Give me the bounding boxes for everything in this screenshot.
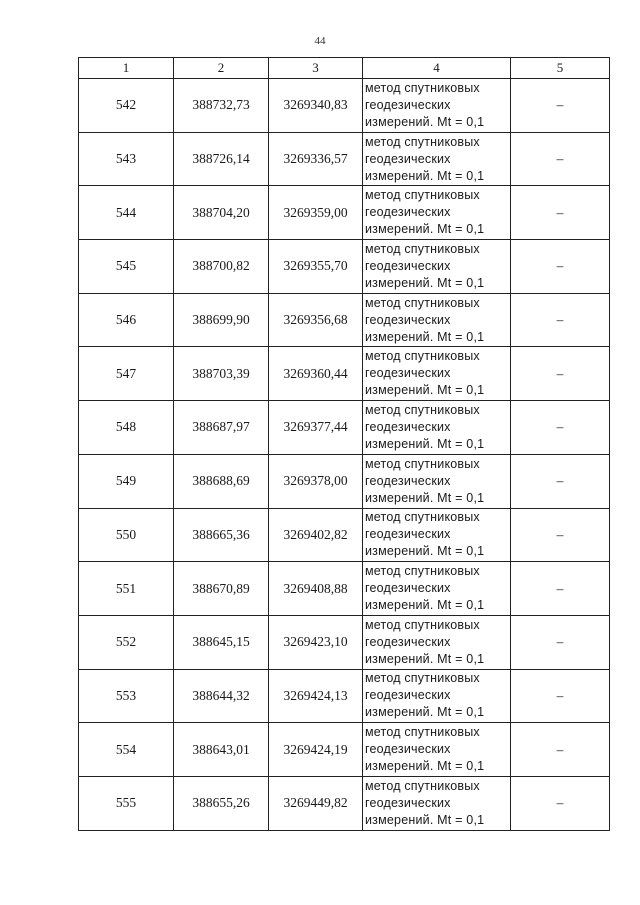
x-coordinate-cell: 388644,32	[174, 669, 269, 723]
x-coordinate-cell: 388645,15	[174, 615, 269, 669]
x-coordinate-cell: 388688,69	[174, 454, 269, 508]
method-line-1: метод спутниковых	[365, 671, 480, 686]
point-number-cell: 550	[79, 508, 174, 562]
method-cell	[363, 132, 511, 186]
method-line-1: метод спутниковых	[365, 349, 480, 364]
y-coordinate-cell: 3269408,88	[269, 562, 363, 616]
x-coordinate-cell: 388687,97	[174, 401, 269, 455]
point-number-cell: 547	[79, 347, 174, 401]
x-coordinate-cell: 388703,39	[174, 347, 269, 401]
y-coordinate-cell: 3269340,83	[269, 79, 363, 133]
method-line-2: геодезических	[365, 473, 451, 488]
method-line-2: геодезических	[365, 258, 451, 273]
method-line-1: метод спутниковых	[365, 80, 480, 95]
method-line-2: геодезических	[365, 795, 451, 810]
x-coordinate-cell: 388732,73	[174, 79, 269, 133]
method-cell	[363, 454, 511, 508]
note-cell: –	[511, 454, 610, 508]
table-row	[79, 669, 610, 723]
method-line-1: метод спутниковых	[365, 402, 480, 417]
method-line-2: геодезических	[365, 527, 451, 542]
header-col-5: 5	[511, 58, 610, 79]
method-line-3: измерений. Mt = 0,1	[365, 490, 485, 505]
method-cell	[363, 669, 511, 723]
point-number-cell: 543	[79, 132, 174, 186]
table-row	[79, 240, 610, 294]
method-line-3: измерений. Mt = 0,1	[365, 275, 485, 290]
method-cell	[363, 79, 511, 133]
method-line-2: геодезических	[365, 688, 451, 703]
x-coordinate-cell: 388726,14	[174, 132, 269, 186]
method-cell	[363, 347, 511, 401]
method-line-1: метод спутниковых	[365, 295, 480, 310]
table-row	[79, 776, 610, 830]
y-coordinate-cell: 3269423,10	[269, 615, 363, 669]
method-line-3: измерений. Mt = 0,1	[365, 812, 485, 827]
method-cell	[363, 401, 511, 455]
method-line-3: измерений. Mt = 0,1	[365, 598, 485, 613]
x-coordinate-cell: 388700,82	[174, 240, 269, 294]
note-cell: –	[511, 79, 610, 133]
y-coordinate-cell: 3269402,82	[269, 508, 363, 562]
method-cell	[363, 508, 511, 562]
x-coordinate-cell: 388704,20	[174, 186, 269, 240]
point-number-cell: 555	[79, 776, 174, 830]
header-col-2: 2	[174, 58, 269, 79]
table-header	[79, 58, 610, 79]
point-number-cell: 549	[79, 454, 174, 508]
note-cell: –	[511, 562, 610, 616]
method-line-2: геодезических	[365, 151, 451, 166]
point-number-cell: 553	[79, 669, 174, 723]
method-line-2: геодезических	[365, 419, 451, 434]
method-line-3: измерений. Mt = 0,1	[365, 759, 485, 774]
table-row	[79, 347, 610, 401]
note-cell: –	[511, 240, 610, 294]
method-line-1: метод спутниковых	[365, 134, 480, 149]
y-coordinate-cell: 3269336,57	[269, 132, 363, 186]
method-line-3: измерений. Mt = 0,1	[365, 544, 485, 559]
note-cell: –	[511, 723, 610, 777]
method-line-3: измерений. Mt = 0,1	[365, 436, 485, 451]
method-cell	[363, 186, 511, 240]
note-cell: –	[511, 132, 610, 186]
header-col-4: 4	[363, 58, 511, 79]
table-row	[79, 79, 610, 133]
table-row	[79, 508, 610, 562]
method-line-3: измерений. Mt = 0,1	[365, 705, 485, 720]
coordinates-table	[78, 57, 610, 831]
method-line-3: измерений. Mt = 0,1	[365, 222, 485, 237]
y-coordinate-cell: 3269359,00	[269, 186, 363, 240]
method-line-3: измерений. Mt = 0,1	[365, 168, 485, 183]
method-line-2: геодезических	[365, 312, 451, 327]
method-line-1: метод спутниковых	[365, 241, 480, 256]
table-row	[79, 293, 610, 347]
method-line-1: метод спутниковых	[365, 617, 480, 632]
note-cell: –	[511, 776, 610, 830]
y-coordinate-cell: 3269449,82	[269, 776, 363, 830]
x-coordinate-cell: 388699,90	[174, 293, 269, 347]
y-coordinate-cell: 3269355,70	[269, 240, 363, 294]
point-number-cell: 554	[79, 723, 174, 777]
point-number-cell: 546	[79, 293, 174, 347]
method-line-3: измерений. Mt = 0,1	[365, 651, 485, 666]
method-cell	[363, 723, 511, 777]
point-number-cell: 545	[79, 240, 174, 294]
table-row	[79, 132, 610, 186]
method-line-2: геодезических	[365, 581, 451, 596]
method-line-1: метод спутниковых	[365, 725, 480, 740]
header-row	[79, 58, 610, 79]
note-cell: –	[511, 186, 610, 240]
table-row	[79, 723, 610, 777]
page-number: 44	[314, 35, 326, 47]
table-row	[79, 615, 610, 669]
x-coordinate-cell: 388665,36	[174, 508, 269, 562]
method-line-1: метод спутниковых	[365, 564, 480, 579]
note-cell: –	[511, 401, 610, 455]
method-line-1: метод спутниковых	[365, 188, 480, 203]
method-line-2: геодезических	[365, 97, 451, 112]
method-cell	[363, 240, 511, 294]
point-number-cell: 552	[79, 615, 174, 669]
method-cell	[363, 293, 511, 347]
x-coordinate-cell: 388643,01	[174, 723, 269, 777]
x-coordinate-cell: 388655,26	[174, 776, 269, 830]
y-coordinate-cell: 3269378,00	[269, 454, 363, 508]
table-row	[79, 186, 610, 240]
note-cell: –	[511, 347, 610, 401]
method-line-1: метод спутниковых	[365, 456, 480, 471]
y-coordinate-cell: 3269424,19	[269, 723, 363, 777]
point-number-cell: 542	[79, 79, 174, 133]
method-line-2: геодезических	[365, 366, 451, 381]
table-row	[79, 562, 610, 616]
note-cell: –	[511, 508, 610, 562]
note-cell: –	[511, 615, 610, 669]
point-number-cell: 544	[79, 186, 174, 240]
table-body	[79, 79, 610, 831]
method-line-1: метод спутниковых	[365, 510, 480, 525]
method-line-1: метод спутниковых	[365, 778, 480, 793]
y-coordinate-cell: 3269424,13	[269, 669, 363, 723]
point-number-cell: 548	[79, 401, 174, 455]
note-cell: –	[511, 669, 610, 723]
method-line-2: геодезических	[365, 742, 451, 757]
method-line-2: геодезических	[365, 205, 451, 220]
method-line-3: измерений. Mt = 0,1	[365, 329, 485, 344]
point-number-cell: 551	[79, 562, 174, 616]
table-row	[79, 454, 610, 508]
y-coordinate-cell: 3269360,44	[269, 347, 363, 401]
x-coordinate-cell: 388670,89	[174, 562, 269, 616]
table-row	[79, 401, 610, 455]
header-col-1: 1	[79, 58, 174, 79]
y-coordinate-cell: 3269377,44	[269, 401, 363, 455]
method-line-3: измерений. Mt = 0,1	[365, 383, 485, 398]
method-line-2: геодезических	[365, 634, 451, 649]
method-cell	[363, 615, 511, 669]
note-cell: –	[511, 293, 610, 347]
method-cell	[363, 562, 511, 616]
method-line-3: измерений. Mt = 0,1	[365, 114, 485, 129]
method-cell	[363, 776, 511, 830]
y-coordinate-cell: 3269356,68	[269, 293, 363, 347]
header-col-3: 3	[269, 58, 363, 79]
